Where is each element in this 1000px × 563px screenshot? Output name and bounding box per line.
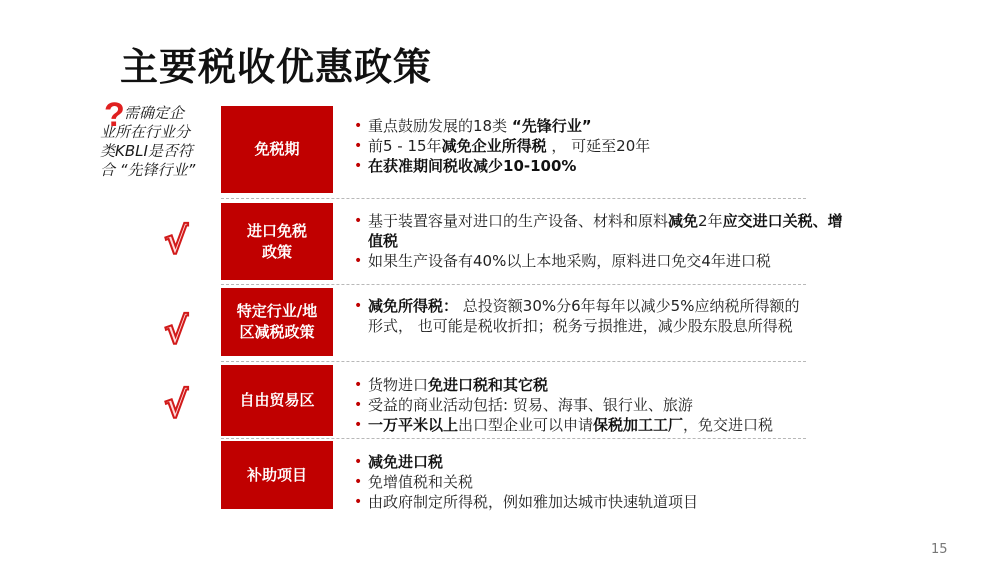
section-items-specific-industry — [352, 296, 802, 336]
list-item: • 重点鼓励发展的18类 “先锋行业” — [354, 117, 592, 135]
section-label-line: 区减税政策 — [239, 323, 315, 341]
section-label-line: 免税期 — [254, 140, 300, 158]
section-label-line: 政策 — [261, 242, 292, 261]
list-item: • 由政府制定所得税，例如雅加达城市快速轨道项目 — [354, 493, 699, 511]
note-line: 业所在行业分 — [100, 123, 191, 141]
bullet-icon: • — [354, 253, 363, 269]
list-item: • 货物进口免进口税和其它税 — [354, 376, 549, 394]
page-title: 主要税收优惠政策 — [120, 45, 433, 89]
section-label-import-exemption — [221, 203, 333, 280]
section-divider — [221, 198, 806, 199]
checkmark-icon: √ — [164, 311, 189, 352]
checkmark-icon: √ — [164, 221, 189, 262]
question-mark-icon: ? — [104, 96, 125, 134]
list-item: • 基于装置容量对进口的生产设备、材料和原料减免2年应交进口关税、增值税 — [354, 212, 843, 250]
list-item: • 减免所得税： 总投资额30%分6年每年以减少5%应纳税所得额的形式， 也可能是税收折扣；税务亏损推进，减少股东股息所得税 — [354, 297, 800, 335]
bullet-icon: • — [354, 397, 363, 413]
note-line: 需确定企 — [124, 104, 185, 122]
bullet-icon: • — [354, 213, 363, 229]
list-item: • 受益的商业活动包括: 贸易、海事、银行业、旅游 — [354, 396, 693, 414]
bullet-icon: • — [354, 118, 363, 134]
section-label-line: 自由贸易区 — [239, 391, 315, 409]
section-divider — [221, 284, 806, 285]
section-items-free-trade-zone — [352, 375, 832, 435]
bullet-icon: • — [354, 494, 363, 510]
section-label-line: 进口免税 — [246, 221, 307, 240]
section-label-subsidy-projects — [221, 441, 333, 509]
list-item: • 前5 - 15年减免企业所得税 ， 可延至20年 — [354, 137, 651, 155]
section-label-specific-industry — [221, 288, 333, 356]
bullet-icon: • — [354, 377, 363, 393]
checkmark-icon: √ — [164, 385, 189, 426]
section-items-tax-holiday — [352, 116, 852, 176]
pioneer-industry-note — [100, 96, 220, 180]
list-item: • 如果生产设备有40%以上本地采购，原料进口免交4年进口税 — [354, 252, 771, 270]
list-item: • 在获准期间税收减少10-100% — [354, 157, 577, 175]
note-line: 类KBLI是否符 — [100, 142, 193, 160]
section-label-line: 特定行业/地 — [236, 302, 318, 320]
list-item: • 减免进口税 — [354, 453, 444, 471]
bullet-icon: • — [354, 298, 363, 314]
bullet-icon: • — [354, 417, 363, 433]
section-divider — [221, 438, 806, 439]
section-divider — [221, 361, 806, 362]
section-items-subsidy-projects — [352, 452, 852, 512]
bullet-icon: • — [354, 138, 363, 154]
section-label-free-trade-zone — [221, 365, 333, 436]
section-items-import-exemption — [352, 211, 847, 271]
section-label-line: 补助项目 — [246, 465, 307, 484]
list-item: • 免增值税和关税 — [354, 473, 474, 491]
bullet-icon: • — [354, 454, 363, 470]
bullet-icon: • — [354, 474, 363, 490]
bullet-icon: • — [354, 158, 363, 174]
note-line: 合 “先锋行业” — [100, 161, 196, 179]
page-number: 15 — [931, 542, 948, 557]
section-label-tax-holiday — [221, 106, 333, 193]
list-item: • 一万平米以上出口型企业可以申请保税加工工厂，免交进口税 — [354, 416, 774, 434]
